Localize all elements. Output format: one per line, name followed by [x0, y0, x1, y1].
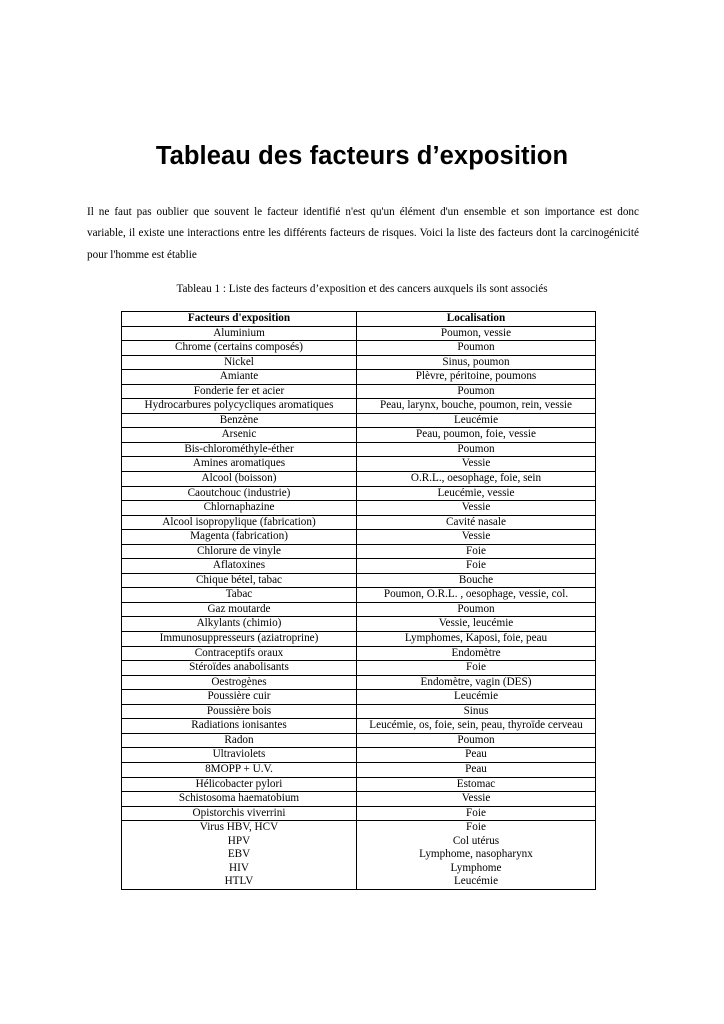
factor-cell: 8MOPP + U.V. — [122, 762, 357, 777]
localisation-cell: Poumon — [357, 442, 596, 457]
factor-cell: Poussière cuir — [122, 690, 357, 705]
factor-cell: Radon — [122, 733, 357, 748]
localisation-cell: Peau — [357, 748, 596, 763]
virus-factor-line: HIV — [229, 861, 249, 874]
table-row-virus-group — [122, 821, 596, 890]
table-row — [122, 559, 596, 574]
table-row — [122, 442, 596, 457]
factor-cell: Hydrocarbures polycycliques aromatiques — [122, 399, 357, 414]
factor-cell: Nickel — [122, 355, 357, 370]
table-row — [122, 326, 596, 341]
page-title: Tableau des facteurs d’exposition — [155, 142, 569, 170]
table-row — [122, 646, 596, 661]
factor-cell: Benzène — [122, 413, 357, 428]
table-row — [122, 661, 596, 676]
factor-cell: Amines aromatiques — [122, 457, 357, 472]
virus-localisation-line: Foie — [466, 821, 486, 834]
localisation-cell: Plèvre, péritoine, poumons — [357, 370, 596, 385]
table-row — [122, 748, 596, 763]
localisation-cell: Foie — [357, 559, 596, 574]
table-row — [122, 515, 596, 530]
table-row — [122, 399, 596, 414]
factor-cell: Chrome (certains composés) — [122, 341, 357, 356]
localisation-cell: Leucémie, os, foie, sein, peau, thyroïde cerveau — [357, 719, 596, 734]
factor-cell: Aflatoxines — [122, 559, 357, 574]
table-row — [122, 632, 596, 647]
table-row — [122, 428, 596, 443]
factor-cell: Schistosoma haematobium — [122, 792, 357, 807]
virus-localisation-line: Leucémie — [453, 875, 499, 888]
table-row — [122, 384, 596, 399]
table-row — [122, 457, 596, 472]
virus-factor-cell — [122, 821, 357, 890]
factor-cell: Alcool isopropylique (fabrication) — [122, 515, 357, 530]
table-row — [122, 370, 596, 385]
factor-cell: Stéroïdes anabolisants — [122, 661, 357, 676]
table-row — [122, 704, 596, 719]
localisation-cell: Poumon — [357, 733, 596, 748]
localisation-cell: Peau — [357, 762, 596, 777]
localisation-cell: Poumon, O.R.L. , oesophage, vessie, col. — [357, 588, 596, 603]
factor-cell: Alkylants (chimio) — [122, 617, 357, 632]
factor-cell: Magenta (fabrication) — [122, 530, 357, 545]
factor-cell: Bis-chlorométhyle-éther — [122, 442, 357, 457]
virus-factor-line: HTLV — [224, 875, 254, 888]
localisation-cell: Endomètre — [357, 646, 596, 661]
table-row — [122, 501, 596, 516]
localisation-cell: Poumon, vessie — [357, 326, 596, 341]
localisation-cell: Vessie — [357, 501, 596, 516]
localisation-cell: Vessie — [357, 792, 596, 807]
table-row — [122, 355, 596, 370]
factor-cell: Poussière bois — [122, 704, 357, 719]
localisation-cell: Bouche — [357, 573, 596, 588]
table-row — [122, 530, 596, 545]
virus-factor-line: HPV — [227, 834, 251, 847]
factor-cell: Ultraviolets — [122, 748, 357, 763]
table-row — [122, 341, 596, 356]
localisation-cell: Leucémie, vessie — [357, 486, 596, 501]
header-factors: Facteurs d'exposition — [122, 312, 357, 327]
localisation-cell: Vessie, leucémie — [357, 617, 596, 632]
factor-cell: Contraceptifs oraux — [122, 646, 357, 661]
table-header-row — [122, 312, 596, 327]
table-row — [122, 472, 596, 487]
exposure-table — [121, 311, 596, 890]
table-row — [122, 544, 596, 559]
table-row — [122, 690, 596, 705]
table-row — [122, 675, 596, 690]
localisation-cell: Cavité nasale — [357, 515, 596, 530]
factor-cell: Caoutchouc (industrie) — [122, 486, 357, 501]
table-caption: Tableau 1 : Liste des facteurs d’exposition et des cancers auxquels ils sont associés — [176, 283, 548, 295]
table-row — [122, 762, 596, 777]
factor-cell: Gaz moutarde — [122, 602, 357, 617]
factor-cell: Arsenic — [122, 428, 357, 443]
table-row — [122, 413, 596, 428]
localisation-cell: Foie — [357, 544, 596, 559]
factor-cell: Opistorchis viverrini — [122, 806, 357, 821]
factor-cell: Hélicobacter pylori — [122, 777, 357, 792]
localisation-cell: Leucémie — [357, 413, 596, 428]
localisation-cell: Peau, poumon, foie, vessie — [357, 428, 596, 443]
localisation-cell: Poumon — [357, 384, 596, 399]
factor-cell: Radiations ionisantes — [122, 719, 357, 734]
table-row — [122, 602, 596, 617]
factor-cell: Chlornaphazine — [122, 501, 357, 516]
localisation-cell: Leucémie — [357, 690, 596, 705]
table-row — [122, 792, 596, 807]
table-row — [122, 777, 596, 792]
intro-paragraph: Il ne faut pas oublier que souvent le facteur identifié n'est qu'un élément d'un ensemble et son importance est donc variable, il existe une interactions entre les différents facteurs de risques. Voici la liste des facteurs dont la carcinogénicité pour l'homme est établie — [87, 206, 639, 261]
factor-cell: Oestrogènes — [122, 675, 357, 690]
localisation-cell: Endomètre, vagin (DES) — [357, 675, 596, 690]
factor-cell: Tabac — [122, 588, 357, 603]
virus-factor-line: Virus HBV, HCV — [199, 821, 279, 834]
virus-localisation-cell — [357, 821, 596, 890]
factor-cell: Amiante — [122, 370, 357, 385]
virus-localisation-line: Lymphome — [450, 861, 502, 874]
localisation-cell: Vessie — [357, 457, 596, 472]
factor-cell: Chlorure de vinyle — [122, 544, 357, 559]
table-row — [122, 588, 596, 603]
table-row — [122, 806, 596, 821]
factor-cell: Immunosuppresseurs (aziatroprine) — [122, 632, 357, 647]
localisation-cell: Poumon — [357, 602, 596, 617]
localisation-cell: O.R.L., oesophage, foie, sein — [357, 472, 596, 487]
localisation-cell: Estomac — [357, 777, 596, 792]
localisation-cell: Sinus — [357, 704, 596, 719]
header-localisation: Localisation — [357, 312, 596, 327]
factor-cell: Fonderie fer et acier — [122, 384, 357, 399]
table-row — [122, 617, 596, 632]
localisation-cell: Peau, larynx, bouche, poumon, rein, vessie — [357, 399, 596, 414]
localisation-cell: Foie — [357, 806, 596, 821]
table-row — [122, 733, 596, 748]
factor-cell: Alcool (boisson) — [122, 472, 357, 487]
localisation-cell: Foie — [357, 661, 596, 676]
localisation-cell: Poumon — [357, 341, 596, 356]
localisation-cell: Vessie — [357, 530, 596, 545]
virus-localisation-line: Col utérus — [452, 834, 500, 847]
table-row — [122, 486, 596, 501]
virus-factor-line: EBV — [227, 848, 251, 861]
factor-cell: Chique bétel, tabac — [122, 573, 357, 588]
localisation-cell: Sinus, poumon — [357, 355, 596, 370]
table-row — [122, 719, 596, 734]
virus-localisation-line: Lymphome, nasopharynx — [419, 848, 533, 861]
localisation-cell: Lymphomes, Kaposi, foie, peau — [357, 632, 596, 647]
table-body — [122, 326, 596, 889]
table-row — [122, 573, 596, 588]
factor-cell: Aluminium — [122, 326, 357, 341]
